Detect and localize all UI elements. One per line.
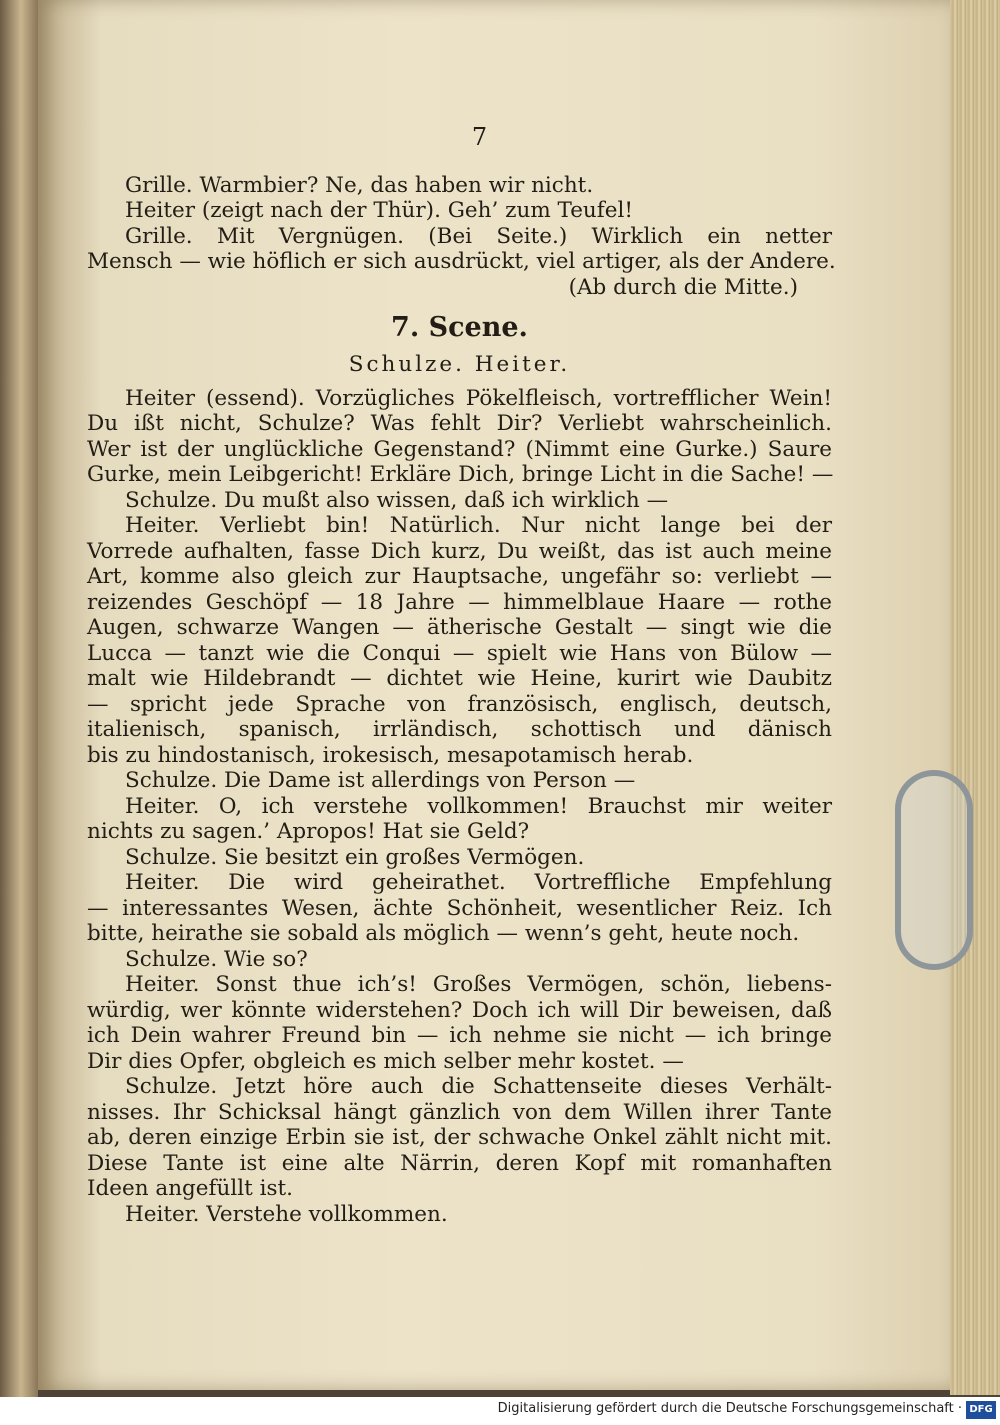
text-line: Heiter. Die wird geheirathet. Vortreffliche Empfehlung [125,870,832,895]
text-line: Heiter. O, ich verstehe vollkommen! Brauchst mir weiter [125,793,832,819]
text-line: — interessantes Wesen, ächte Schönheit, wesentlicher Reiz. Ich [87,895,832,921]
text-line: italienisch, spanisch, irrländisch, schottisch und dänisch [87,717,832,742]
text-line: ich Dein wahrer Freund bin — ich nehme sie nicht — ich bringe [87,1023,832,1048]
paper-clip-icon [895,770,973,970]
text-line: Dir dies Opfer, obgleich es mich selber mehr kostet. — [87,1048,684,1074]
left-page-edge [0,0,38,1425]
text-line: würdig, wer könnte widerstehen? Doch ich will Dir beweisen, daß [87,997,832,1023]
text-line: Schulze. Du mußt also wissen, daß ich wirklich — [125,487,669,513]
text-line: Du ißt nicht, Schulze? Was fehlt Dir? Verliebt wahrscheinlich. [87,411,832,436]
text-line: bitte, heirathe sie sobald als möglich — wenn’s geht, heute noch. [87,921,800,946]
page-number: 7 [471,123,488,151]
footer [0,1397,1000,1425]
page-text [87,123,836,1227]
scene-cast: Schulze. Heiter. [348,352,571,377]
text-lines-before [87,172,836,301]
text-line: Heiter. Sonst thue ich’s! Großes Vermögen, schön, liebens- [125,972,832,997]
text-line: ab, deren einzige Erbin sie ist, der schwache Onkel zählt nicht mit. [87,1125,832,1150]
text-line: Gurke, mein Leibgericht! Erkläre Dich, bringe Licht in die Sache! — [87,462,834,487]
text-line: Vorrede aufhalten, fasse Dich kurz, Du weißt, das ist auch meine [87,538,832,564]
text-line: Grille. Warmbier? Ne, das haben wir nicht. [125,172,594,198]
page-stack-edge [950,0,1000,1395]
footer-credit: Digitalisierung gefördert durch die Deutsche Forschungsgemeinschaft · [497,1401,962,1416]
dfg-logo: DFG [966,1401,996,1419]
text-line: nisses. Ihr Schicksal hängt gänzlich von dem Willen ihrer Tante [87,1099,832,1125]
text-line: Schulze. Jetzt höre auch die Schattenseite dieses Verhält- [125,1074,832,1099]
text-line: (Ab durch die Mitte.) [568,274,798,300]
text-lines-after [87,386,832,1228]
text-line: reizendes Geschöpf — 18 Jahre — himmelblaue Haare — rothe [87,589,832,615]
text-line: bis zu hindostanisch, irokesisch, mesapotamisch herab. [87,742,694,768]
text-line: Wer ist der unglückliche Gegenstand? (Nimmt eine Gurke.) Saure [87,436,832,462]
text-line: Ideen angefüllt ist. [87,1176,293,1201]
text-line: Schulze. Wie so? [125,946,308,972]
text-line: Art, komme also gleich zur Hauptsache, ungefähr so: verliebt — [87,564,832,589]
text-line: Heiter (zeigt nach der Thür). Geh’ zum Teufel! [125,198,633,223]
text-line: Grille. Mit Vergnügen. (Bei Seite.) Wirklich ein netter [125,223,832,249]
text-line: malt wie Hildebrandt — dichtet wie Heine, kurirt wie Daubitz [87,666,832,691]
text-line: Mensch — wie höflich er sich ausdrückt, viel artiger, als der Andere. [87,249,836,274]
text-line: Heiter (essend). Vorzügliches Pökelfleisch, vortrefflicher Wein! [125,385,832,411]
text-line: Diese Tante ist eine alte Närrin, deren Kopf mit romanhaften [87,1150,832,1176]
text-line: Heiter. Verliebt bin! Natürlich. Nur nicht lange bei der [125,513,832,538]
text-line: Heiter. Verstehe vollkommen. [125,1201,448,1227]
text-line: — spricht jede Sprache von französisch, englisch, deutsch, [87,691,832,717]
text-line: Schulze. Sie besitzt ein großes Vermögen. [125,844,585,870]
scene-heading: 7. Scene. [391,312,528,343]
text-line: Schulze. Die Dame ist allerdings von Person — [125,768,636,793]
text-line: nichts zu sagen.’ Apropos! Hat sie Geld? [87,819,530,844]
text-line: Lucca — tanzt wie die Conqui — spielt wie Hans von Bülow — [87,640,832,666]
text-line: Augen, schwarze Wangen — ätherische Gestalt — singt wie die [87,615,832,640]
